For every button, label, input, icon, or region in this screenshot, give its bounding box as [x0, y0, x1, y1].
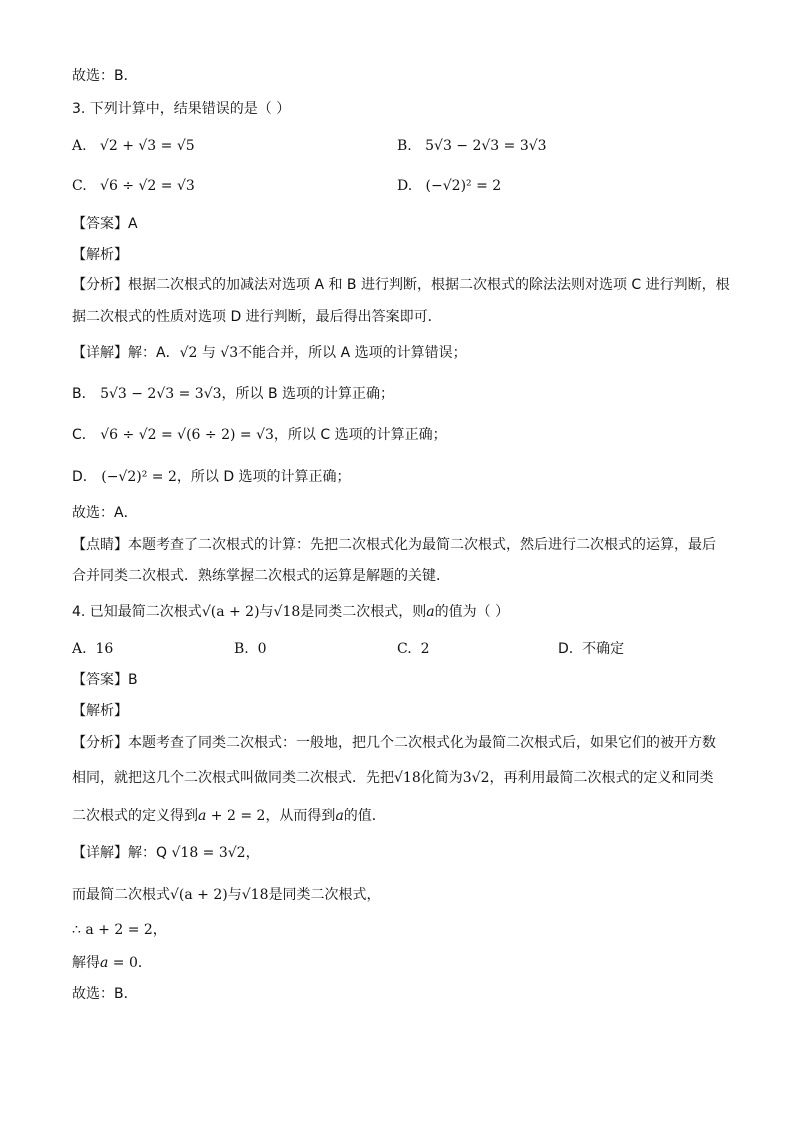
q4-option-b: B. 0 [234, 641, 267, 657]
q4-fenxi-line1: 【分析】本题考查了同类二次根式：一般地，把几个二次根式化为最简二次根式后，如果它们的被开方数 [72, 735, 716, 751]
q3-fenxi-line1: 【分析】根据二次根式的加减法对选项 A 和 B 进行判断，根据二次根式的除法法则对选项 C 进行判断，根 [72, 277, 730, 293]
q4-detail-line3: ∴ a + 2 = 2， [72, 922, 167, 938]
q3-analysis-tag: 【解析】 [72, 247, 128, 263]
q4-analysis-tag: 【解析】 [72, 703, 128, 719]
q3-detail-b: B． 5√3 − 2√3 = 3√3，所以 B 选项的计算正确； [72, 386, 395, 402]
prev-result: 故选：B． [72, 68, 138, 84]
q3-answer: 【答案】A [72, 216, 138, 232]
q3-option-b: B. 5√3 − 2√3 = 3√3 [397, 138, 547, 154]
q4-fenxi-line3: 二次根式的定义得到a + 2 = 2，从而得到a的值． [72, 808, 386, 824]
q4-option-c: C. 2 [397, 641, 430, 657]
q4-option-d: D. 不确定 [558, 641, 625, 657]
q3-result: 故选：A． [72, 505, 138, 521]
q3-fenxi-line2: 据二次根式的性质对选项 D 进行判断，最后得出答案即可． [72, 309, 442, 325]
q4-option-a: A. 16 [72, 641, 114, 657]
q3-dianjing-line2: 合并同类二次根式．熟练掌握二次根式的运算是解题的关键． [72, 568, 450, 584]
q4-answer: 【答案】B [72, 672, 138, 688]
q3-detail-d: D． (−√2)² = 2，所以 D 选项的计算正确； [72, 469, 351, 485]
q3-detail-a: 【详解】解：A．√2 与 √3不能合并，所以 A 选项的计算错误； [72, 345, 467, 361]
q4-fenxi-line2: 相同，就把这几个二次根式叫做同类二次根式．先把√18化简为3√2，再利用最简二次根式的定义和同类 [72, 770, 714, 786]
q3-dianjing-line1: 【点睛】本题考查了二次根式的计算：先把二次根式化为最简二次根式，然后进行二次根式的运算，最后 [72, 537, 716, 553]
q4-detail-line4: 解得a = 0． [72, 955, 152, 971]
q4-stem: 4. 已知最简二次根式√(a + 2)与√18是同类二次根式，则a的值为（ ） [72, 604, 510, 620]
q4-detail-line1: 【详解】解：Q √18 = 3√2， [72, 845, 260, 861]
q3-stem: 3. 下列计算中，结果错误的是（ ） [72, 101, 291, 117]
q3-option-c: C. √6 ÷ √2 = √3 [72, 178, 195, 194]
q3-option-a: A. √2 + √3 = √5 [72, 138, 195, 154]
q4-result: 故选：B． [72, 986, 138, 1002]
q3-option-d: D. (−√2)² = 2 [397, 178, 502, 194]
q3-detail-c: C． √6 ÷ √2 = √(6 ÷ 2) = √3，所以 C 选项的计算正确； [72, 427, 447, 443]
q4-detail-line2: 而最简二次根式√(a + 2)与√18是同类二次根式， [72, 887, 381, 903]
